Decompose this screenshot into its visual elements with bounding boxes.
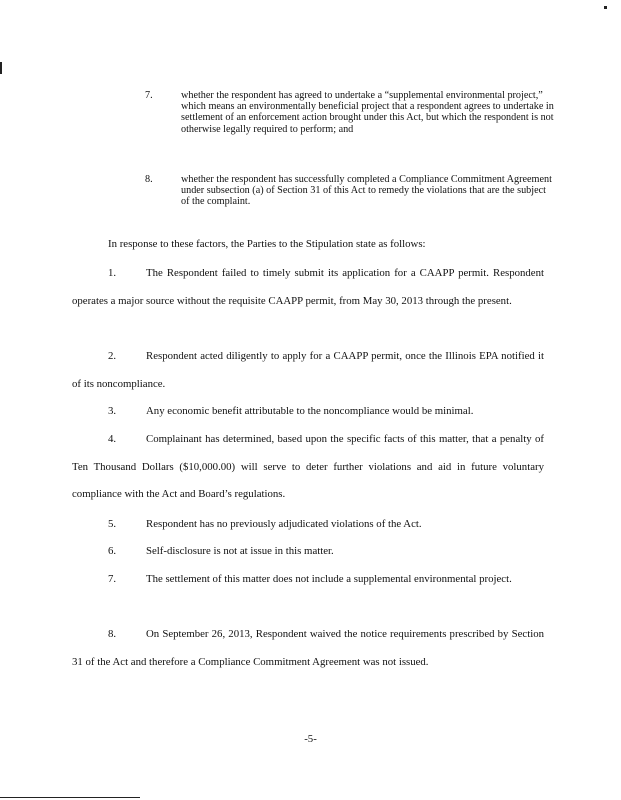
intro-sentence: In response to these factors, the Parties to the Stipulation state as follows:: [108, 238, 426, 250]
factor-item-7: [145, 90, 555, 135]
response-text: The Respondent failed to timely submit its application for a CAAPP permit. Respondent operates a major source without the requisite CAAPP permit, from May 30, 2013 through the present.: [72, 267, 544, 307]
response-number: 3.: [108, 405, 117, 417]
response-text: The settlement of this matter does not include a supplemental environmental project.: [146, 573, 512, 585]
scan-mark-bottom-rule: [0, 797, 140, 798]
factor-text: whether the respondent has agreed to undertake a “supplemental environmental project,” which means an environmentally beneficial project that a respondent agrees to undertake in settlement of an enforcement action brought under this Act, but which the respondent is not otherwise legally required to perform; and: [181, 90, 554, 135]
factor-text: whether the respondent has successfully completed a Compliance Commitment Agreement under subsection (a) of Section 31 of this Act to remedy the violations that are the subject of the complaint.: [181, 174, 552, 208]
response-number: 2.: [108, 350, 117, 362]
response-paragraph-8: [72, 621, 544, 676]
response-paragraph-4: [72, 426, 544, 509]
response-text: On September 26, 2013, Respondent waived the notice requirements prescribed by Section 31 of the Act and therefore a Compliance Commitment Agreement was not issued.: [72, 628, 544, 668]
response-paragraph-7: [72, 566, 544, 594]
response-number: 6.: [108, 545, 117, 557]
response-number: 7.: [108, 573, 117, 585]
response-text: Complainant has determined, based upon the specific facts of this matter, that a penalty of Ten Thousand Dollars ($10,000.00) will serve to deter further violations and aid in future voluntary compliance with the Act and Board’s regulations.: [72, 433, 544, 500]
response-text: Any economic benefit attributable to the noncompliance would be minimal.: [146, 405, 474, 417]
response-paragraph-6: [72, 538, 544, 566]
factor-number: 8.: [145, 174, 153, 185]
response-number: 4.: [108, 433, 117, 445]
factor-number: 7.: [145, 90, 153, 101]
response-number: 1.: [108, 267, 117, 279]
scan-mark-top-right: [604, 6, 607, 9]
response-number: 8.: [108, 628, 117, 640]
response-text: Respondent acted diligently to apply for a CAAPP permit, once the Illinois EPA notified it of its noncompliance.: [72, 350, 544, 390]
factor-item-8: [145, 174, 555, 208]
response-text: Respondent has no previously adjudicated violations of the Act.: [146, 518, 422, 530]
response-paragraph-5: [72, 511, 544, 539]
response-paragraph-1: [72, 260, 544, 315]
response-text: Self-disclosure is not at issue in this matter.: [146, 545, 334, 557]
response-number: 5.: [108, 518, 117, 530]
scan-mark-left-edge: [0, 62, 2, 74]
page-number: -5-: [304, 733, 317, 745]
response-paragraph-2: [72, 343, 544, 398]
response-paragraph-3: [72, 398, 544, 426]
